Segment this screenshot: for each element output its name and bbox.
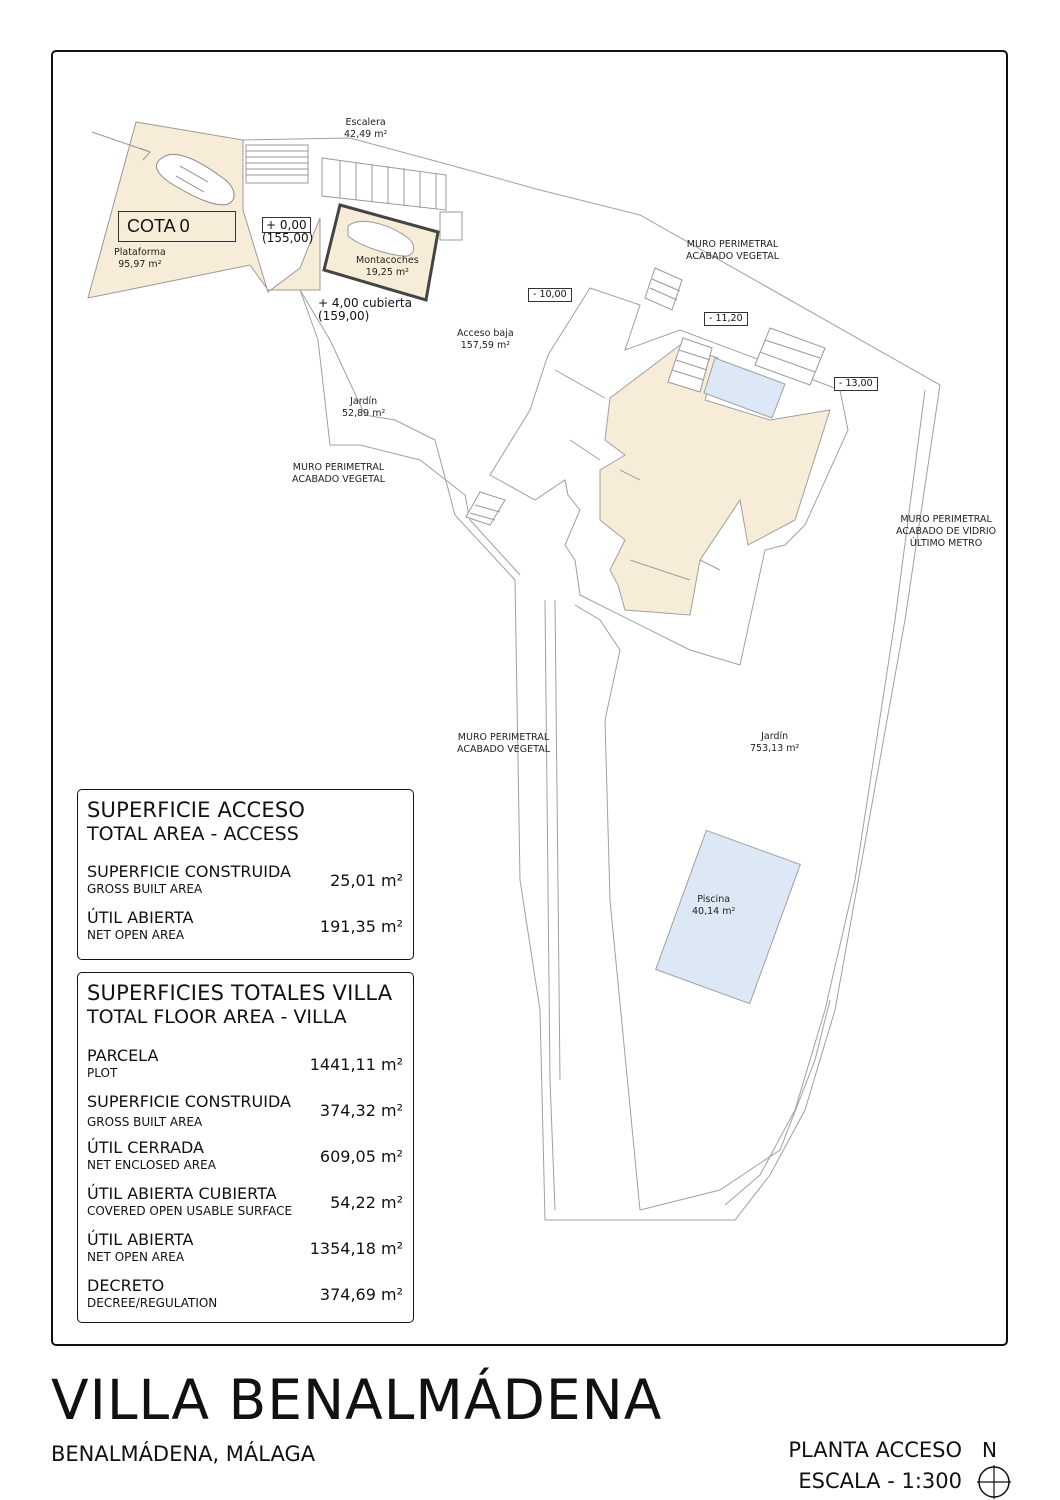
wall-note-4: MURO PERIMETRAL ACABADO VEGETAL <box>457 732 551 755</box>
wall-note-3: MURO PERIMETRAL ACABADO DE VIDRIO ÚLTIMO METRO <box>896 514 997 549</box>
row-value: 374,32 m² <box>319 1101 403 1120</box>
car-lift <box>324 205 438 300</box>
project-title: VILLA BENALMÁDENA <box>51 1368 663 1432</box>
space-label-jardin-upper: Jardín 52,89 m² <box>342 396 386 419</box>
row-label-en: NET OPEN AREA <box>87 928 185 942</box>
elevation-label <box>262 219 313 245</box>
space-label-montacoches: Montacoches 19,25 m² <box>356 255 419 278</box>
row-value: 25,01 m² <box>330 871 403 890</box>
elevation-value: + 0,00 <box>262 217 311 233</box>
villa-area-table <box>77 972 414 1323</box>
row-label-es: ÚTIL ABIERTA <box>87 1230 194 1249</box>
row-label-es: SUPERFICIE CONSTRUIDA <box>87 1092 291 1111</box>
level-box: COTA 0 <box>118 211 236 242</box>
level-mark-11: - 11,20 <box>704 312 748 326</box>
row-label-es: ÚTIL CERRADA <box>87 1138 204 1157</box>
level-mark-13: - 13,00 <box>834 377 878 391</box>
row-label-en: GROSS BUILT AREA <box>87 1115 203 1129</box>
space-label-jardin-main: Jardín 753,13 m² <box>750 731 800 754</box>
space-label-acceso-baja: Acceso baja 157,59 m² <box>457 328 514 351</box>
space-label-piscina: Piscina 40,14 m² <box>692 894 736 917</box>
table-row <box>78 1047 413 1093</box>
roof-elevation-label <box>318 297 412 323</box>
access-area-table <box>77 789 414 960</box>
villa-table-subtitle: TOTAL FLOOR AREA - VILLA <box>87 1006 347 1028</box>
row-label-en: PLOT <box>87 1066 118 1080</box>
row-label-es: ÚTIL ABIERTA <box>87 908 194 927</box>
row-value: 191,35 m² <box>319 917 403 936</box>
row-value: 54,22 m² <box>330 1193 403 1212</box>
table-row <box>78 1139 413 1185</box>
north-label: N <box>982 1438 997 1462</box>
row-value: 1354,18 m² <box>309 1239 403 1258</box>
row-label-es: PARCELA <box>87 1046 159 1065</box>
row-label-es: DECRETO <box>87 1276 165 1295</box>
row-value: 374,69 m² <box>319 1285 403 1304</box>
table-row <box>78 1185 413 1231</box>
access-table-subtitle: TOTAL AREA - ACCESS <box>87 823 299 845</box>
plan-name: PLANTA ACCESO <box>788 1438 962 1462</box>
level-mark-10: - 10,00 <box>528 288 572 302</box>
table-row <box>78 863 413 909</box>
table-row <box>78 1231 413 1277</box>
wall-note-2: MURO PERIMETRAL ACABADO VEGETAL <box>292 462 386 485</box>
roof-elevation-value: + 4,00 cubierta <box>318 296 412 310</box>
space-label-escalera: Escalera 42,49 m² <box>344 117 388 140</box>
row-label-en: NET ENCLOSED AREA <box>87 1158 216 1172</box>
row-label-en: DECREE/REGULATION <box>87 1296 218 1310</box>
plan-scale: ESCALA - 1:300 <box>798 1469 962 1493</box>
table-row <box>78 909 413 955</box>
row-label-en: COVERED OPEN USABLE SURFACE <box>87 1204 293 1218</box>
row-value: 1441,11 m² <box>309 1055 403 1074</box>
wall-note-1: MURO PERIMETRAL ACABADO VEGETAL <box>686 239 780 262</box>
row-value: 609,05 m² <box>319 1147 403 1166</box>
villa-table-title: SUPERFICIES TOTALES VILLA <box>87 981 393 1005</box>
row-label-en: NET OPEN AREA <box>87 1250 185 1264</box>
north-arrow-icon <box>977 1465 1011 1499</box>
roof-elevation-absolute: (159,00) <box>318 309 370 323</box>
project-location: BENALMÁDENA, MÁLAGA <box>51 1442 316 1466</box>
space-label-plataforma: Plataforma 95,97 m² <box>114 247 166 270</box>
row-label-es: SUPERFICIE CONSTRUIDA <box>87 862 291 881</box>
row-label-en: GROSS BUILT AREA <box>87 882 203 896</box>
access-table-title: SUPERFICIE ACCESO <box>87 798 306 822</box>
table-row <box>78 1093 413 1139</box>
row-label-es: ÚTIL ABIERTA CUBIERTA <box>87 1184 277 1203</box>
elevation-absolute: (155,00) <box>262 231 314 245</box>
table-row <box>78 1277 413 1317</box>
